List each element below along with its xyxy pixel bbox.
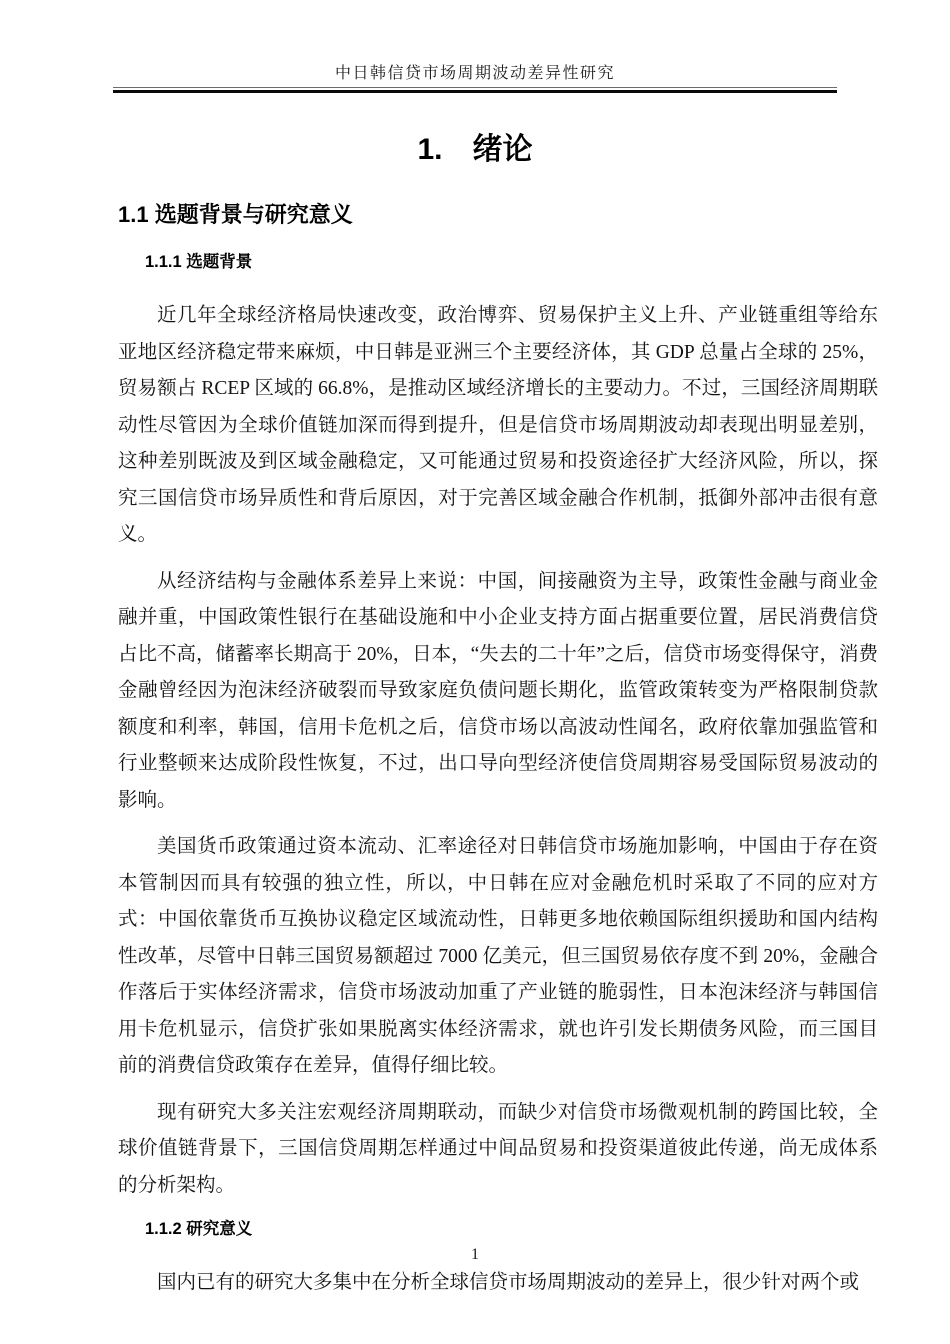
section-heading-1-1: 1.1 选题背景与研究意义: [118, 202, 353, 227]
content-column: [118, 201, 878, 1302]
paragraph-background-2: 从经济结构与金融体系差异上来说：中国，间接融资为主导，政策性金融与商业金融并重，中国政策性银行在基础设施和中小企业支持方面占据重要位置，居民消费信贷占比不高，储蓄率长期高于 20%，日本，“失去的二十年”之后，信贷市场变得保守，消费金融曾经因为泡沫经济破裂而导致家庭负债问题长期化，监管政策转变为严格限制贷款额度和利率，韩国，信用卡危机之后，信贷市场以高波动性闻名，政府依靠加强监管和行业整顿来达成阶段性恢复，不过，出口导向型经济使信贷周期容易受国际贸易波动的影响。: [118, 570, 878, 811]
paragraph-background-1: 近几年全球经济格局快速改变，政治博弈、贸易保护主义上升、产业链重组等给东亚地区经济稳定带来麻烦，中日韩是亚洲三个主要经济体，其 GDP 总量占全球的 25%，贸易额占 RCEP 区域的 66.8%，是推动区域经济增长的主要动力。不过，三国经济周期联动性尽管因为全球价值链加深而得到提升，但是信贷市场周期波动却表现出明显差别，这种差别既波及到区域金融稳定，又可能通过贸易和投资途径扩大经济风险，所以，探究三国信贷市场异质性和背后原因，对于完善区域金融合作机制，抵御外部冲击很有意义。: [118, 305, 878, 545]
chapter-title: 1. 绪论: [417, 133, 533, 166]
page-header: [0, 0, 950, 93]
subsection-heading-1-1-2: 1.1.2 研究意义: [145, 1220, 253, 1238]
header-double-rule: [113, 87, 837, 93]
running-header-title: 中日韩信贷市场周期波动差异性研究: [334, 65, 615, 82]
paragraph-background-3: 美国货币政策通过资本流动、汇率途径对日韩信贷市场施加影响，中国由于存在资本管制因而具有较强的独立性，所以，中日韩在应对金融危机时采取了不同的应对方式：中国依靠货币互换协议稳定区域流动性，日韩更多地依赖国际组织援助和国内结构性改革，尽管中日韩三国贸易额超过 7000 亿美元，但三国贸易依存度不到 20%，金融合作落后于实体经济需求，信贷市场波动加重了产业链的脆弱性，日本泡沫经济与韩国信用卡危机显示，信贷扩张如果脱离实体经济需求，就也许引发长期债务风险，而三国目前的消费信贷政策存在差异，值得仔细比较。: [118, 836, 878, 1076]
paragraph-background-4: 现有研究大多关注宏观经济周期联动，而缺少对信贷市场微观机制的跨国比较，全球价值链背景下，三国信贷周期怎样通过中间品贸易和投资渠道彼此传递，尚无成体系的分析架构。: [118, 1101, 878, 1196]
paragraph-significance-1: 国内已有的研究大多集中在分析全球信贷市场周期波动的差异上，很少针对两个或: [157, 1272, 860, 1293]
subsection-heading-1-1-1: 1.1.1 选题背景: [145, 253, 253, 271]
page-number: 1: [471, 1246, 479, 1263]
